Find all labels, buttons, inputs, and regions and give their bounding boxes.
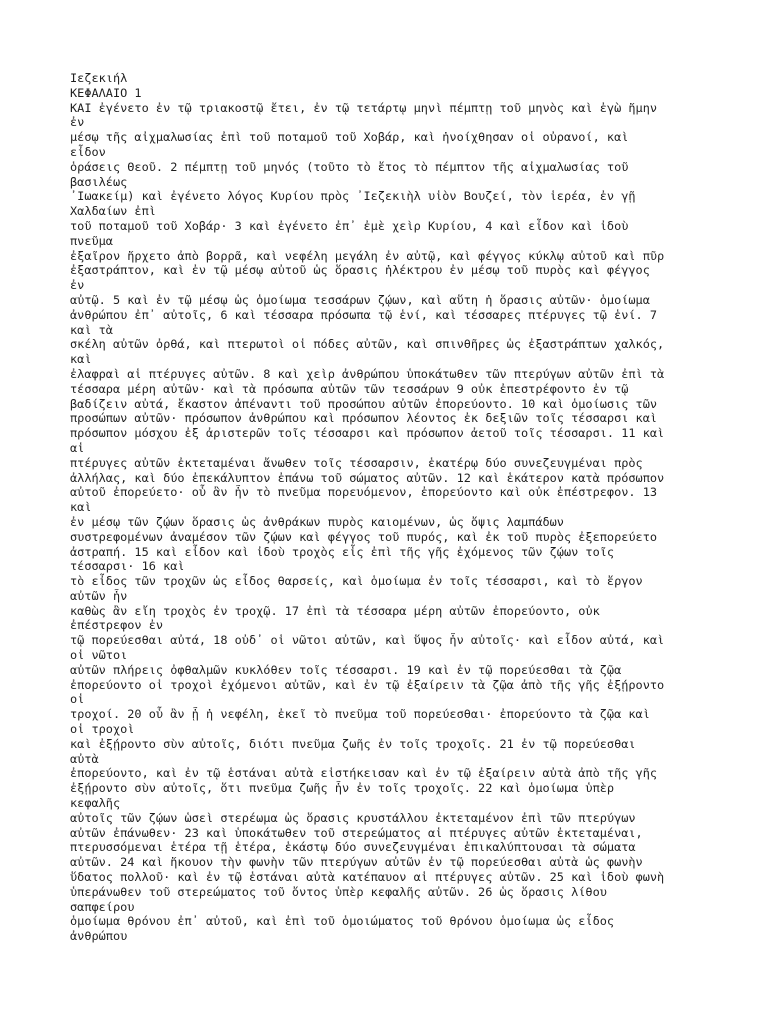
text-line: αὐτῶν ἐπάνωθεν· 23 καὶ ὑποκάτωθεν τοῦ στερεώματος αἱ πτέρυγες αὐτῶν ἐκτεταμέναι,	[70, 825, 643, 840]
text-line: τοῦ ποταμοῦ τοῦ Χοβάρ· 3 καὶ ἐγένετο ἐπ᾿ ἐμὲ χεὶρ Κυρίου, 4 καὶ εἶδον καὶ ἰδοὺ	[70, 218, 629, 233]
text-line: ἐλαφραὶ αἱ πτέρυγες αὐτῶν. 8 καὶ χεὶρ ἀνθρώπου ὑποκάτωθεν τῶν πτερύγων αὐτῶν ἐπὶ τὰ	[70, 366, 665, 381]
text-line: προσώπων αὐτῶν· πρόσωπον ἀνθρώπου καὶ πρόσωπον λέοντος ἐκ δεξιῶν τοῖς τέσσαρσι καὶ	[70, 411, 658, 426]
text-line: ἐν	[70, 278, 85, 293]
text-line: ΚΑΙ ἐγένετο ἐν τῷ τριακοστῷ ἔτει, ἐν τῷ τετάρτῳ μηνὶ πέμπτῃ τοῦ μηνὸς καὶ ἐγὼ ἤμην	[70, 100, 658, 115]
text-line: αὐτοῦ ἐπορεύετο· οὗ ἂν ἦν τὸ πνεῦμα πορευόμενον, ἐπορεύοντο καὶ οὐκ ἐπέστρεφον. 13	[70, 485, 658, 500]
chapter-text	[70, 101, 760, 944]
text-line: κεφαλῆς	[70, 796, 121, 811]
text-line: ἐξαῖρον ἤρχετο ἀπὸ βορρᾶ, καὶ νεφέλη μεγάλη ἐν αὐτῷ, καὶ φέγγος κύκλῳ αὐτοῦ καὶ πῦρ	[70, 248, 665, 263]
text-line: ἀλλήλας, καὶ δύο ἐπεκάλυπτον ἐπάνω τοῦ σώματος αὐτῶν. 12 καὶ ἑκάτερον κατὰ πρόσωπον	[70, 470, 665, 485]
text-line: τροχοί. 20 οὗ ἂν ᾖ ἡ νεφέλη, ἐκεῖ τὸ πνεῦμα τοῦ πορεύεσθαι· ἐπορεύοντο τὰ ζῷα καὶ	[70, 707, 650, 722]
text-line: αὐτῶν ἦν	[70, 588, 128, 603]
text-line: ἐν μέσῳ τῶν ζῴων ὅρασις ὡς ἀνθράκων πυρὸς καιομένων, ὡς ὄψις λαμπάδων	[70, 514, 564, 529]
text-line: καὶ τὰ	[70, 322, 113, 337]
text-line: πνεῦμα	[70, 233, 113, 248]
text-line: ἐν	[70, 115, 85, 130]
text-line: ἐξαστράπτον, καὶ ἐν τῷ μέσῳ αὐτοῦ ὡς ὅρασις ἠλέκτρου ἐν μέσῳ τοῦ πυρὸς καὶ φέγγος	[70, 263, 650, 278]
text-line: αὐτῶν πλήρεις ὀφθαλμῶν κυκλόθεν τοῖς τέσσαρσι. 19 καὶ ἐν τῷ πορεύεσθαι τὰ ζῷα	[70, 662, 622, 677]
text-line: καὶ	[70, 352, 92, 367]
text-line: αὐτοῖς τῶν ζῴων ὡσεὶ στερέωμα ὡς ὅρασις κρυστάλλου ἐκτεταμένον ἐπὶ τῶν πτερύγων	[70, 810, 636, 825]
text-line: σκέλη αὐτῶν ὀρθά, καὶ πτερωτοὶ οἱ πόδες αὐτῶν, καὶ σπινθῆρες ὡς ἐξαστράπτων χαλκός,	[70, 337, 665, 352]
text-line: τὸ εἶδος τῶν τροχῶν ὡς εἶδος θαρσείς, καὶ ὁμοίωμα ἐν τοῖς τέσσαρσι, καὶ τὸ ἔργον	[70, 574, 643, 589]
text-line: συστρεφομένων ἀναμέσον τῶν ζῴων καὶ φέγγος τοῦ πυρός, καὶ ἐκ τοῦ πυρὸς ἐξεπορεύετο	[70, 529, 658, 544]
text-line: ἀστραπή. 15 καὶ εἶδον καὶ ἰδοὺ τροχὸς εἷς ἐπὶ τῆς γῆς ἐχόμενος τῶν ζῴων τοῖς	[70, 544, 615, 559]
text-line: αὐτῶν. 24 καὶ ἤκουον τὴν φωνὴν τῶν πτερύγων αὐτῶν ἐν τῷ πορεύεσθαι αὐτὰ ὡς φωνὴν	[70, 855, 643, 870]
book-title: Ιεζεκιήλ	[70, 71, 128, 85]
text-line: μέσῳ τῆς αἰχμαλωσίας ἐπὶ τοῦ ποταμοῦ τοῦ Χοβάρ, καὶ ἠνοίχθησαν οἱ οὐρανοί, καὶ	[70, 130, 629, 145]
document-page	[70, 71, 760, 944]
text-line: πτέρυγες αὐτῶν ἐκτεταμέναι ἄνωθεν τοῖς τέσσαρσιν, ἑκατέρῳ δύο συνεζευγμέναι πρὸς	[70, 455, 643, 470]
text-line: πρόσωπον μόσχου ἐξ ἀριστερῶν τοῖς τέσσαρσι καὶ πρόσωπον ἀετοῦ τοῖς τέσσαρσι. 11 καὶ	[70, 426, 665, 441]
text-line: ὕδατος πολλοῦ· καὶ ἐν τῷ ἑστάναι αὐτὰ κατέπαυον αἱ πτέρυγες αὐτῶν. 25 καὶ ἰδοὺ φωνὴ	[70, 870, 665, 885]
text-line: βαδίζειν αὐτά, ἕκαστον ἀπέναντι τοῦ προσώπου αὐτῶν ἐπορεύοντο. 10 καὶ ὁμοίωσις τῶν	[70, 396, 658, 411]
text-line: ἐπορεύοντο οἱ τροχοὶ ἐχόμενοι αὐτῶν, καὶ ἐν τῷ ἐξαίρειν τὰ ζῷα ἀπὸ τῆς γῆς ἐξῄροντο	[70, 677, 665, 692]
text-line: Χαλδαίων ἐπὶ	[70, 204, 156, 219]
text-line: ἐπορεύοντο, καὶ ἐν τῷ ἑστάναι αὐτὰ εἱστήκεισαν καὶ ἐν τῷ ἐξαίρειν αὐτὰ ἀπὸ τῆς γῆς	[70, 766, 658, 781]
text-line: ὑπεράνωθεν τοῦ στερεώματος τοῦ ὄντος ὑπὲρ κεφαλῆς αὐτῶν. 26 ὡς ὅρασις λίθου	[70, 884, 607, 899]
text-line: εἶδον	[70, 144, 106, 159]
text-line: τῷ πορεύεσθαι αὐτά, 18 οὐδ᾿ οἱ νῶτοι αὐτῶν, καὶ ὕψος ἦν αὐτοῖς· καὶ εἶδον αὐτά, καὶ	[70, 633, 665, 648]
text-line: ἐξῄροντο σὺν αὐτοῖς, ὅτι πνεῦμα ζωῆς ἦν ἐν τοῖς τροχοῖς. 22 καὶ ὁμοίωμα ὑπὲρ	[70, 781, 615, 796]
text-line: πτερυσσόμεναι ἑτέρα τῇ ἑτέρα, ἑκάστῳ δύο συνεζευγμέναι ἐπικαλύπτουσαι τὰ σώματα	[70, 840, 636, 855]
text-line: βασιλέως	[70, 174, 128, 189]
text-line: αὐτὰ	[70, 751, 99, 766]
text-line: τέσσαρα μέρη αὐτῶν· καὶ τὰ πρόσωπα αὐτῶν τῶν τεσσάρων 9 οὐκ ἐπεστρέφοντο ἐν τῷ	[70, 381, 629, 396]
text-line: ὁμοίωμα θρόνου ἐπ᾿ αὐτοῦ, καὶ ἐπὶ τοῦ ὁμοιώματος τοῦ θρόνου ὁμοίωμα ὡς εἶδος	[70, 914, 615, 929]
text-line: ἀνθρώπου ἐπ᾿ αὐτοῖς, 6 καὶ τέσσαρα πρόσωπα τῷ ἑνί, καὶ τέσσαρες πτέρυγες τῷ ἑνί. 7	[70, 307, 658, 322]
text-line: οἱ	[70, 692, 85, 707]
text-line: καὶ ἐξῄροντο σὺν αὐτοῖς, διότι πνεῦμα ζωῆς ἐν τοῖς τροχοῖς. 21 ἐν τῷ πορεύεσθαι	[70, 736, 636, 751]
text-line: ἐπέστρεφον ἐν	[70, 618, 164, 633]
text-line: ὁράσεις Θεοῦ. 2 πέμπτῃ τοῦ μηνός (τοῦτο τὸ ἔτος τὸ πέμπτον τῆς αἰχμαλωσίας τοῦ	[70, 159, 629, 174]
text-line: τέσσαρσι· 16 καὶ	[70, 559, 185, 574]
text-line: οἱ τροχοὶ	[70, 722, 135, 737]
text-line: οἱ νῶτοι	[70, 648, 128, 663]
chapter-heading: ΚΕΦΑΛΑΙΟ 1	[70, 85, 142, 100]
text-line: σαπφείρου	[70, 899, 135, 914]
text-line: αἱ	[70, 440, 85, 455]
text-line: καθὼς ἂν εἴη τροχὸς ἐν τροχῷ. 17 ἐπὶ τὰ τέσσαρα μέρη αὐτῶν ἐπορεύοντο, οὐκ	[70, 603, 600, 618]
text-line: ᾿Ιωακείμ) καὶ ἐγένετο λόγος Κυρίου πρὸς ᾿Ιεζεκιὴλ υἱὸν Βουζεί, τὸν ἱερέα, ἐν γῇ	[70, 189, 636, 204]
text-line: καὶ	[70, 500, 92, 515]
text-line: ἀνθρώπου	[70, 929, 128, 944]
text-line: αὐτῷ. 5 καὶ ἐν τῷ μέσῳ ὡς ὁμοίωμα τεσσάρων ζῴων, καὶ αὕτη ἡ ὅρασις αὐτῶν· ὁμοίωμα	[70, 292, 650, 307]
